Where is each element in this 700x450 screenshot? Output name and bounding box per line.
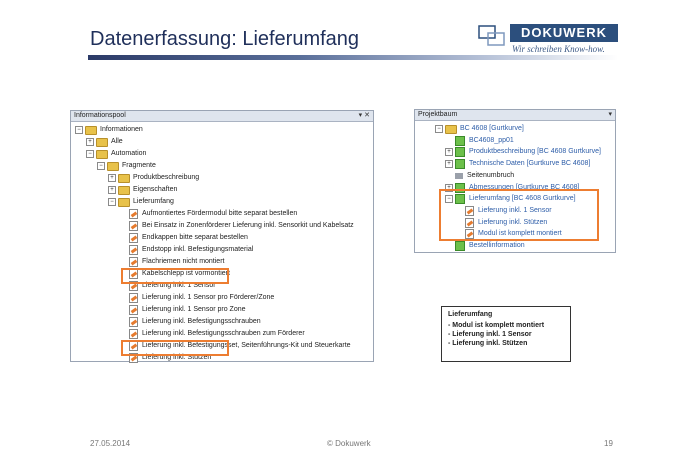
- tree-item-label: Lieferumfang: [133, 198, 174, 205]
- tree-item-label: Endstopp inkl. Befestigungsmaterial: [142, 246, 254, 253]
- tree-item-label: Bestellinformation: [469, 242, 525, 249]
- tree-item[interactable]: [445, 240, 525, 252]
- summary-item: - Lieferung inkl. 1 Sensor: [448, 331, 532, 338]
- tree-item-label: Lieferung inkl. Stützen: [478, 218, 548, 226]
- tree-item[interactable]: [119, 316, 261, 328]
- tree-item-label: Lieferumfang [BC 4608 Gurtkurve]: [469, 195, 576, 203]
- tree-item-label: Endkappen bitte separat bestellen: [142, 234, 248, 241]
- fragment-document-icon: [129, 293, 138, 303]
- tree-item[interactable]: [97, 160, 156, 172]
- expand-icon[interactable]: +: [108, 186, 116, 194]
- module-document-icon: [455, 136, 465, 146]
- tree-item-label: Abmessungen [Gurtkurve BC 4608]: [469, 183, 580, 191]
- summary-item: - Modul ist komplett montiert: [448, 322, 545, 329]
- tree-item-label: Kabelschlepp ist vormontiert: [142, 270, 230, 277]
- module-document-icon: [455, 159, 465, 169]
- tree-item-label: Produktbeschreibung: [133, 174, 200, 181]
- tree-item-label: Lieferung inkl. 1 Sensor: [478, 206, 552, 214]
- tree-item[interactable]: [119, 244, 253, 256]
- fragment-document-icon: [129, 221, 138, 231]
- highlight-lieferung-1-sensor: [121, 268, 229, 284]
- footer-copyright: © Dokuwerk: [327, 439, 371, 448]
- fragment-document-icon: [129, 329, 138, 339]
- folder-icon: [96, 150, 108, 159]
- tree-item-label: Aufmontiertes Fördermodul bitte separat bestellen: [142, 210, 298, 217]
- folder-icon: [445, 125, 457, 134]
- logo-wordmark: DOKUWERK: [510, 24, 618, 42]
- fragment-document-icon: [129, 305, 138, 315]
- tree-item[interactable]: [75, 124, 143, 136]
- tree-item-label: Alle: [111, 138, 123, 145]
- summary-item: - Lieferung inkl. Stützen: [448, 340, 528, 347]
- tree-item-label: Automation: [111, 150, 147, 157]
- tree-item-label: Bei Einsatz in Zonenförderer Lieferung inkl. Sensorkit und Kabelsatz: [142, 222, 354, 229]
- tree-item[interactable]: [445, 170, 514, 182]
- panel-controls[interactable]: ▾ ✕: [358, 112, 370, 119]
- folder-icon: [96, 138, 108, 147]
- highlight-lieferumfang-group: [439, 189, 599, 241]
- informationspool-title: Informationspool: [74, 112, 126, 119]
- footer-page-number: 19: [604, 439, 613, 448]
- tree-item-label: Flachriemen nicht montiert: [142, 258, 225, 265]
- tree-item[interactable]: [445, 158, 590, 170]
- tree-item[interactable]: [86, 136, 123, 148]
- summary-title: Lieferumfang: [448, 311, 493, 318]
- tree-item-label: BC 4608 [Gurtkurve]: [460, 125, 524, 132]
- informationspool-panel: [70, 110, 374, 362]
- tree-item[interactable]: [119, 208, 297, 220]
- collapse-icon[interactable]: −: [445, 195, 453, 203]
- tree-item-label: Lieferung inkl. 1 Sensor pro Zone: [142, 306, 246, 313]
- logo-mark-icon: [478, 24, 506, 48]
- tree-item[interactable]: [108, 196, 174, 208]
- tree-item[interactable]: [86, 148, 146, 160]
- folder-icon: [118, 186, 130, 195]
- tree-item-label: Modul ist komplett montiert: [478, 230, 562, 238]
- collapse-icon[interactable]: −: [86, 150, 94, 158]
- page-break-icon: [455, 173, 463, 179]
- tree-item-label: Fragmente: [122, 162, 156, 169]
- fragment-document-icon: [129, 257, 138, 267]
- fragment-document-icon: [129, 317, 138, 327]
- tree-item[interactable]: [445, 146, 601, 158]
- module-document-icon: [455, 241, 465, 251]
- tree-item[interactable]: [108, 184, 177, 196]
- highlight-lieferung-stuetzen: [121, 340, 229, 356]
- collapse-icon[interactable]: −: [435, 125, 443, 133]
- footer-date: 27.05.2014: [90, 439, 131, 448]
- folder-icon: [118, 198, 130, 207]
- fragment-document-icon: [129, 209, 138, 219]
- slide-title: Datenerfassung: Lieferumfang: [90, 28, 360, 50]
- lieferumfang-summary-box: [441, 306, 571, 362]
- tree-item-label: Lieferung inkl. 1 Sensor: [142, 282, 216, 289]
- folder-icon: [85, 126, 97, 135]
- expand-icon[interactable]: +: [445, 160, 453, 168]
- folder-icon: [118, 174, 130, 183]
- collapse-icon[interactable]: −: [75, 126, 83, 134]
- tree-item[interactable]: [119, 304, 246, 316]
- expand-icon[interactable]: +: [108, 174, 116, 182]
- tree-item-label: Lieferung inkl. Stützen: [142, 354, 212, 361]
- fragment-document-icon: [129, 245, 138, 255]
- fragment-document-icon: [129, 233, 138, 243]
- tree-item-label: Lieferung inkl. Befestigungsschrauben: [142, 318, 261, 325]
- expand-icon[interactable]: +: [445, 184, 453, 192]
- panel-controls[interactable]: ▾: [608, 111, 612, 118]
- tree-item[interactable]: [119, 220, 354, 232]
- tree-item[interactable]: [119, 256, 224, 268]
- tree-item[interactable]: [435, 123, 524, 135]
- expand-icon[interactable]: +: [445, 148, 453, 156]
- tree-item-label: Lieferung inkl. Befestigungsset, Seitenführungs-Kit und Steuerkarte: [142, 342, 351, 349]
- projektbaum-title: Projektbaum: [418, 111, 458, 118]
- tree-item-label: Technische Daten [Gurtkurve BC 4608]: [469, 160, 591, 168]
- collapse-icon[interactable]: −: [108, 198, 116, 206]
- tree-item[interactable]: [119, 292, 274, 304]
- tree-item-label: Seitenumbruch: [467, 171, 515, 179]
- collapse-icon[interactable]: −: [97, 162, 105, 170]
- tree-item-label: BC4608_pp01: [469, 136, 514, 144]
- logo-tagline: Wir schreiben Know-how.: [512, 44, 605, 54]
- dokuwerk-logo: [478, 22, 618, 58]
- tree-item[interactable]: [119, 232, 248, 244]
- tree-item-label: Informationen: [100, 126, 143, 133]
- folder-icon: [107, 162, 119, 171]
- tree-item-label: Lieferung inkl. Befestigungsschrauben zum Förderer: [142, 330, 305, 337]
- tree-item-label: Eigenschaften: [133, 186, 178, 193]
- tree-item[interactable]: [119, 328, 305, 340]
- module-document-icon: [455, 147, 465, 157]
- tree-item-label: Produktbeschreibung [BC 4608 Gurtkurve]: [469, 148, 601, 156]
- tree-item[interactable]: [108, 172, 199, 184]
- tree-item[interactable]: [445, 135, 514, 147]
- expand-icon[interactable]: +: [86, 138, 94, 146]
- informationspool-header: [71, 111, 373, 122]
- projektbaum-header: [415, 110, 615, 121]
- tree-item-label: Lieferung inkl. 1 Sensor pro Förderer/Zone: [142, 294, 275, 301]
